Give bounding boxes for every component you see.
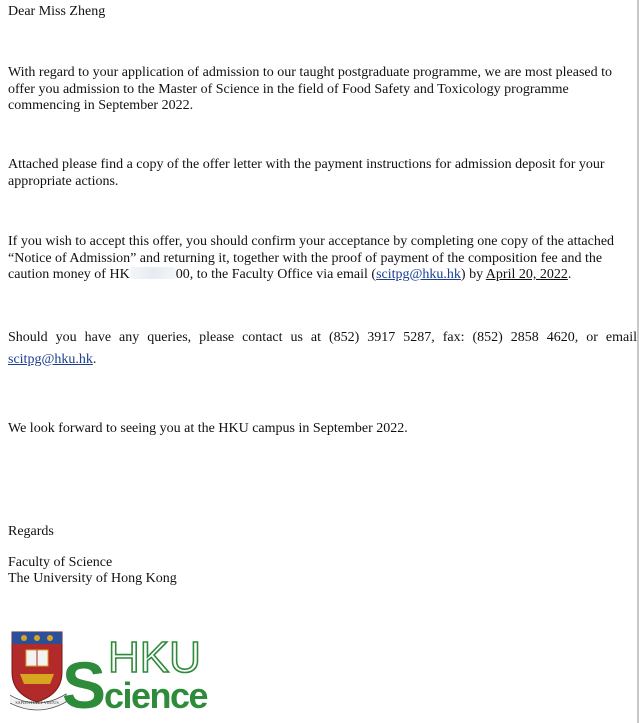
paragraph-closing-remark: We look forward to seeing you at the HKU campus in September 2022. — [8, 421, 408, 436]
salutation: Dear Miss Zheng — [8, 4, 106, 19]
deadline-date: April 20, 2022 — [485, 267, 568, 282]
hku-crest-icon — [10, 632, 66, 710]
hku-science-logo — [10, 628, 220, 714]
logo-text-hku: HKU — [108, 633, 201, 682]
acceptance-text: If you wish to accept this offer, you should confirm your acceptance by completing one copy of the attached “Notice of Admission” and returning it, together with the proof of payment of the composition fee and the caution money of HK — [8, 234, 615, 282]
signature-university: The University of Hong Kong — [8, 571, 177, 586]
logo-text-science: cience — [104, 675, 208, 714]
signature-faculty: Faculty of Science — [8, 555, 113, 570]
acceptance-mid: ) by — [460, 267, 486, 282]
queries-email-link[interactable]: scitpg@hku.hk — [8, 352, 93, 367]
paragraph-queries: Should you have any queries, please contact us at (852) 3917 5287, fax: (852) 2858 4620, or email — [8, 330, 637, 345]
logo-letter-s: S — [62, 648, 107, 714]
queries-end: . — [92, 352, 97, 367]
paragraph-acceptance — [8, 234, 620, 284]
acceptance-end: . — [567, 267, 572, 282]
acceptance-amount-tail: 00, to the Faculty Office via email ( — [175, 267, 377, 282]
svg-text:SAPIENTIA ET VIRTUS: SAPIENTIA ET VIRTUS — [15, 700, 59, 705]
closing: Regards — [8, 524, 54, 539]
paragraph-offer: With regard to your application of admission to our taught postgraduate programme, we are most pleased to offer you admission to the Master of Science in the field of Food Safety and Toxicology programme commencing in September 2022. — [8, 65, 612, 113]
email-link[interactable]: scitpg@hku.hk — [376, 267, 461, 282]
paragraph-queries-email — [8, 352, 96, 369]
redacted-amount — [130, 267, 176, 279]
paragraph-attachment: Attached please find a copy of the offer letter with the payment instructions for admission deposit for your appropriate actions. — [8, 157, 605, 189]
